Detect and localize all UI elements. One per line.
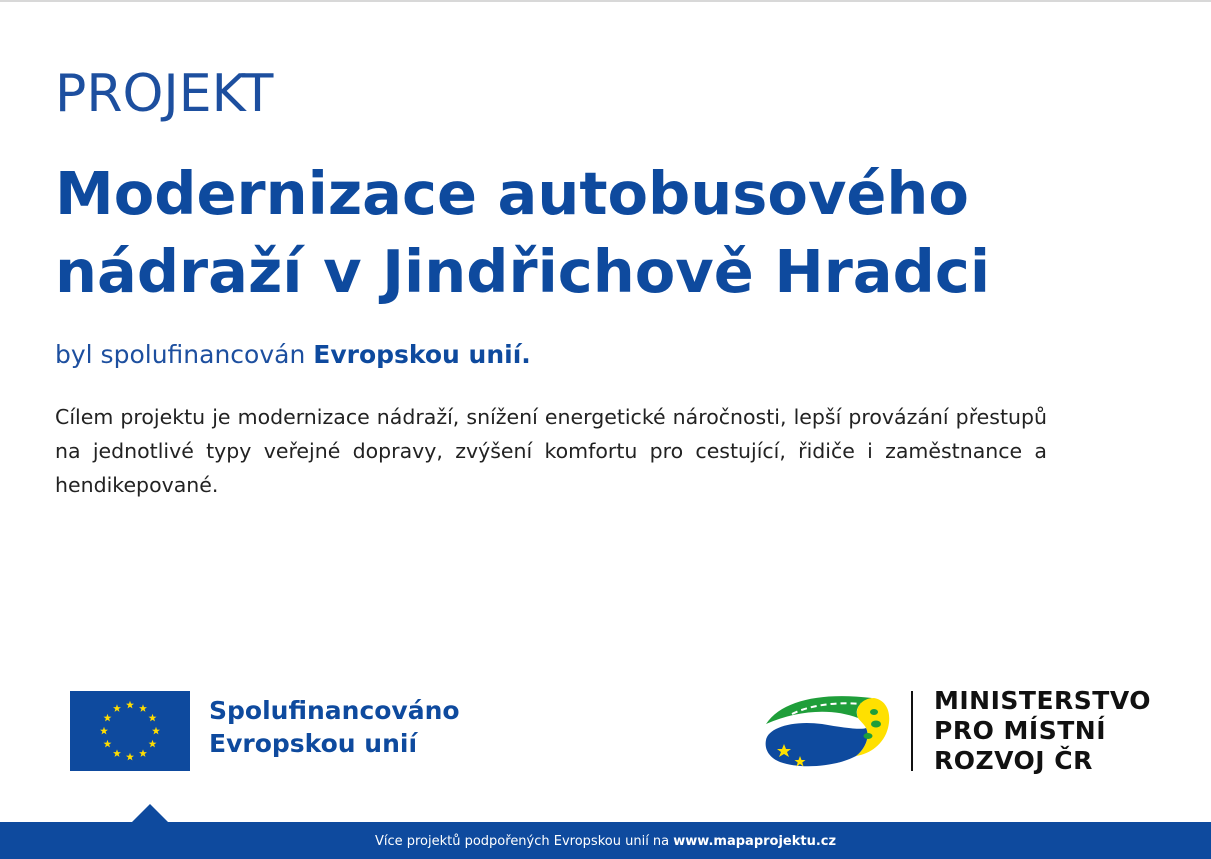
eu-star-icon (139, 749, 147, 757)
project-title (55, 155, 1155, 311)
eu-star-icon (126, 701, 134, 709)
eu-star-icon (113, 704, 121, 712)
project-description: Cílem projektu je modernizace nádraží, snížení energetické náročnosti, lepší provázání přestupů na jednotlivé typy veřejné dopravy, zvýšení komfortu pro cestující, řidiče i zaměstnance a hendikepované. (55, 405, 1047, 497)
cofinancing-emphasis: Evropskou unií. (313, 340, 531, 369)
footer-text: Více projektů podpořených Evropskou unií na (374, 834, 670, 849)
footer-link[interactable]: www.mapaprojektu.cz (673, 834, 837, 849)
project-title-line1: Modernizace autobusového (55, 159, 969, 228)
eu-text-line1: Spolufinancováno (209, 696, 460, 725)
eu-cofinanced-text (209, 694, 460, 760)
ministry-name-line3: ROZVOJ ČR (934, 746, 1093, 775)
eu-star-icon (139, 704, 147, 712)
project-label: PROJEKT (55, 64, 274, 124)
cofinancing-statement (55, 340, 531, 369)
ministry-emblem-icon (762, 690, 892, 772)
ministry-name-line2: PRO MÍSTNÍ (934, 716, 1106, 745)
eu-star-icon (100, 727, 108, 735)
eu-star-icon (149, 714, 157, 722)
eu-text-line2: Evropskou unií (209, 729, 418, 758)
eu-star-icon (113, 749, 121, 757)
eu-star-icon (152, 727, 160, 735)
eu-star-icon (103, 740, 111, 748)
eu-star-icon (149, 740, 157, 748)
project-title-line2: nádraží v Jindřichově Hradci (55, 237, 991, 306)
cofinancing-prefix: byl spolufinancován (55, 340, 306, 369)
ministry-divider (911, 691, 913, 771)
eu-flag-icon (70, 691, 190, 771)
eu-star-icon (103, 714, 111, 722)
ministry-name (934, 686, 1151, 776)
footer-bar (0, 822, 1211, 859)
eu-star-icon (126, 753, 134, 761)
ministry-name-line1: MINISTERSTVO (934, 686, 1152, 715)
footer-notch (131, 804, 169, 823)
